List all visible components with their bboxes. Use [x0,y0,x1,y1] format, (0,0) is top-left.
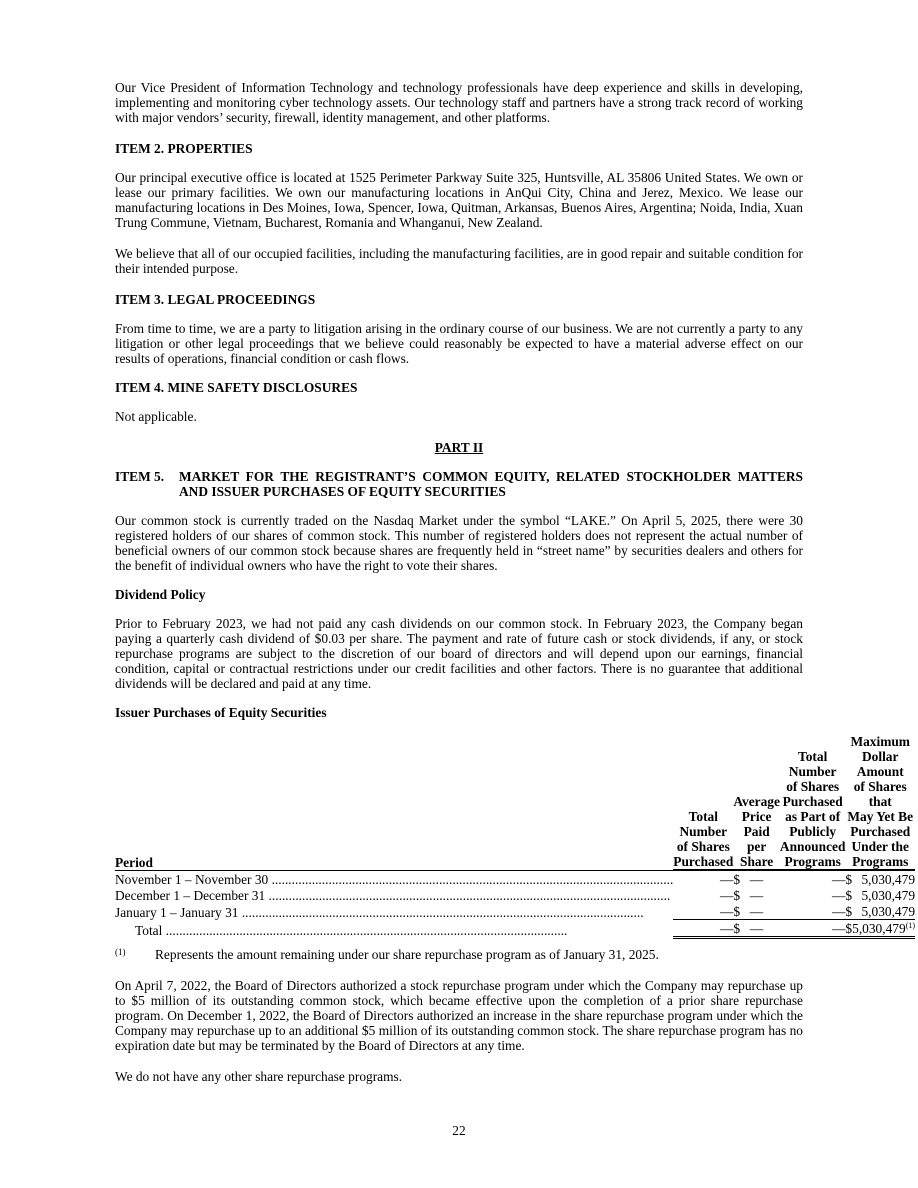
table-row [115,887,915,903]
header-part-of-programs: Total Number of Shares Purchased as Part of Publicly Announced Programs [779,749,846,869]
row-average-price: — [742,903,780,920]
row-period: December 1 – December 31 ..... [115,888,673,903]
row-average-price: — [742,871,780,888]
row-currency-1: $ [733,904,741,919]
row-max-dollar: 5,030,479 [852,871,915,888]
row-period: January 1 – January 31 ..... [115,905,673,920]
header-period: Period [115,855,153,870]
issuer-purchases-table [115,734,916,939]
header-total-shares: Total Number of Shares Purchased [673,809,734,869]
row-total-shares: — [719,888,734,903]
page-number: 22 [452,1123,466,1138]
item5-title: MARKET FOR THE REGISTRANT’S COMMON EQUITY, RELATED STOCKHOLDER MATTERS AND ISSUER PURCHASES OF EQUITY SECURITIES [179,469,803,499]
total-average-price: — [742,920,780,938]
row-period: Total ..... [115,923,673,938]
item4-paragraph-1: Not applicable. [115,409,197,424]
row-period: November 1 – November 30 ..... [115,872,673,887]
row-currency-2: $ [845,888,853,903]
row-max-dollar: 5,030,479 [861,888,916,903]
row-currency-2: $ [845,904,853,919]
total-currency-1: $ [733,921,741,936]
document-page [115,80,916,1084]
dividend-heading: Dividend Policy [115,587,206,602]
row-total-shares: — [673,871,733,888]
header-max-dollar: Maximum Dollar Amount of Shares that May Yet Be Purchased Under the Programs [847,734,914,869]
part2-heading: PART II [434,440,484,455]
table-header-row [115,734,915,871]
row-average-price: — [749,888,764,903]
total-part-of-programs: — [780,920,846,938]
item3-paragraph-1: From time to time, we are a party to litigation arising in the ordinary course of our business. We are not currently a party to any litigation or other legal proceedings that we believe could reasonably be expected to have a material adverse effect on our results of operations, financial condition or cash flows. [115,321,803,366]
table-row [115,903,915,920]
row-part-of-programs: — [780,871,846,888]
footnote-text: Represents the amount remaining under our share repurchase program as of January 31, 2025. [155,947,659,962]
item2-paragraph-2: We believe that all of our occupied facilities, including the manufacturing facilities, are in good repair and suitable condition for their intended purpose. [115,246,803,276]
item4-heading: ITEM 4. MINE SAFETY DISCLOSURES [115,380,358,395]
item5-number: ITEM 5. [115,469,165,484]
header-average-price: Average Price Paid per Share [733,794,780,869]
item5-paragraph-1: Our common stock is currently traded on the Nasdaq Market under the symbol “LAKE.” On April 5, 2025, there were 30 registered holders of our shares of common stock. This number of registered holders does not represent the actual number of beneficial owners of our common stock because shares are frequently held in “street name” by securities dealers and others for the benefit of individual owners who have the right to vote their shares. [115,513,803,573]
row-part-of-programs: — [832,888,846,903]
total-currency-2: $ [845,921,853,936]
total-max-dollar: 5,030,479$^{(1)}$ [852,921,916,936]
intro-paragraph: Our Vice President of Information Technology and technology professionals have deep experience and skills in developing, implementing and monitoring cyber technology assets. Our technology staff and partners have a strong track record of working with major vendors’ security, firewall, identity management, and other platforms. [115,80,803,125]
item2-paragraph-1: Our principal executive office is located at 1525 Perimeter Parkway Suite 325, Huntsville, AL 35806 United States. We own or lease our primary facilities. We own our manufacturing locations in AnQui City, China and Jerez, Mexico. We lease our manufacturing locations in Des Moines, Iowa, Spencer, Iowa, Quitman, Arkansas, Buenos Aires, Argentina; Noida, India, Xuan Trung Commune, Vietnam, Bucharest, Romania and Whanganui, New Zealand. [115,170,803,230]
issuer-heading: Issuer Purchases of Equity Securities [115,705,327,720]
row-total-shares: — [673,903,733,920]
row-currency-1: $ [733,888,741,903]
item5-heading [115,469,803,499]
footnote-ref: (1) [905,921,916,930]
table-row [115,871,915,888]
table-total-row [115,920,915,938]
dividend-paragraph-1: Prior to February 2023, we had not paid any cash dividends on our common stock. In February 2023, the Company began paying a quarterly cash dividend of $0.03 per share. The payment and rate of future cash or stock dividends, if any, or stock repurchase programs are subject to the discretion of our board of directors and will depend upon our earnings, financial condition, capital or contractual restrictions under our credit facilities and other factors. There is no guarantee that additional dividends will be declared and paid at any time. [115,616,803,691]
no-other-programs: We do not have any other share repurchase programs. [115,1069,403,1084]
item2-heading: ITEM 2. PROPERTIES [115,141,253,156]
total-shares: — [673,920,733,938]
row-part-of-programs: — [780,903,846,920]
row-currency-2: $ [845,872,853,887]
row-currency-1: $ [733,872,741,887]
footnote [115,947,803,962]
repurchase-paragraph: On April 7, 2022, the Board of Directors authorized a stock repurchase program under which the Company may repurchase up to $5 million of its outstanding common stock, which became effective upon the completion of a prior share repurchase program. On December 1, 2022, the Board of Directors authorized an increase in the share repurchase program under which the Company may repurchase up to an additional $5 million of its outstanding common stock. The share repurchase program has no expiration date but may be terminated by the Board of Directors at any time. [115,978,803,1053]
item3-heading: ITEM 3. LEGAL PROCEEDINGS [115,292,316,307]
row-max-dollar: 5,030,479 [852,903,915,920]
footnote-marker: (1) [115,947,126,957]
